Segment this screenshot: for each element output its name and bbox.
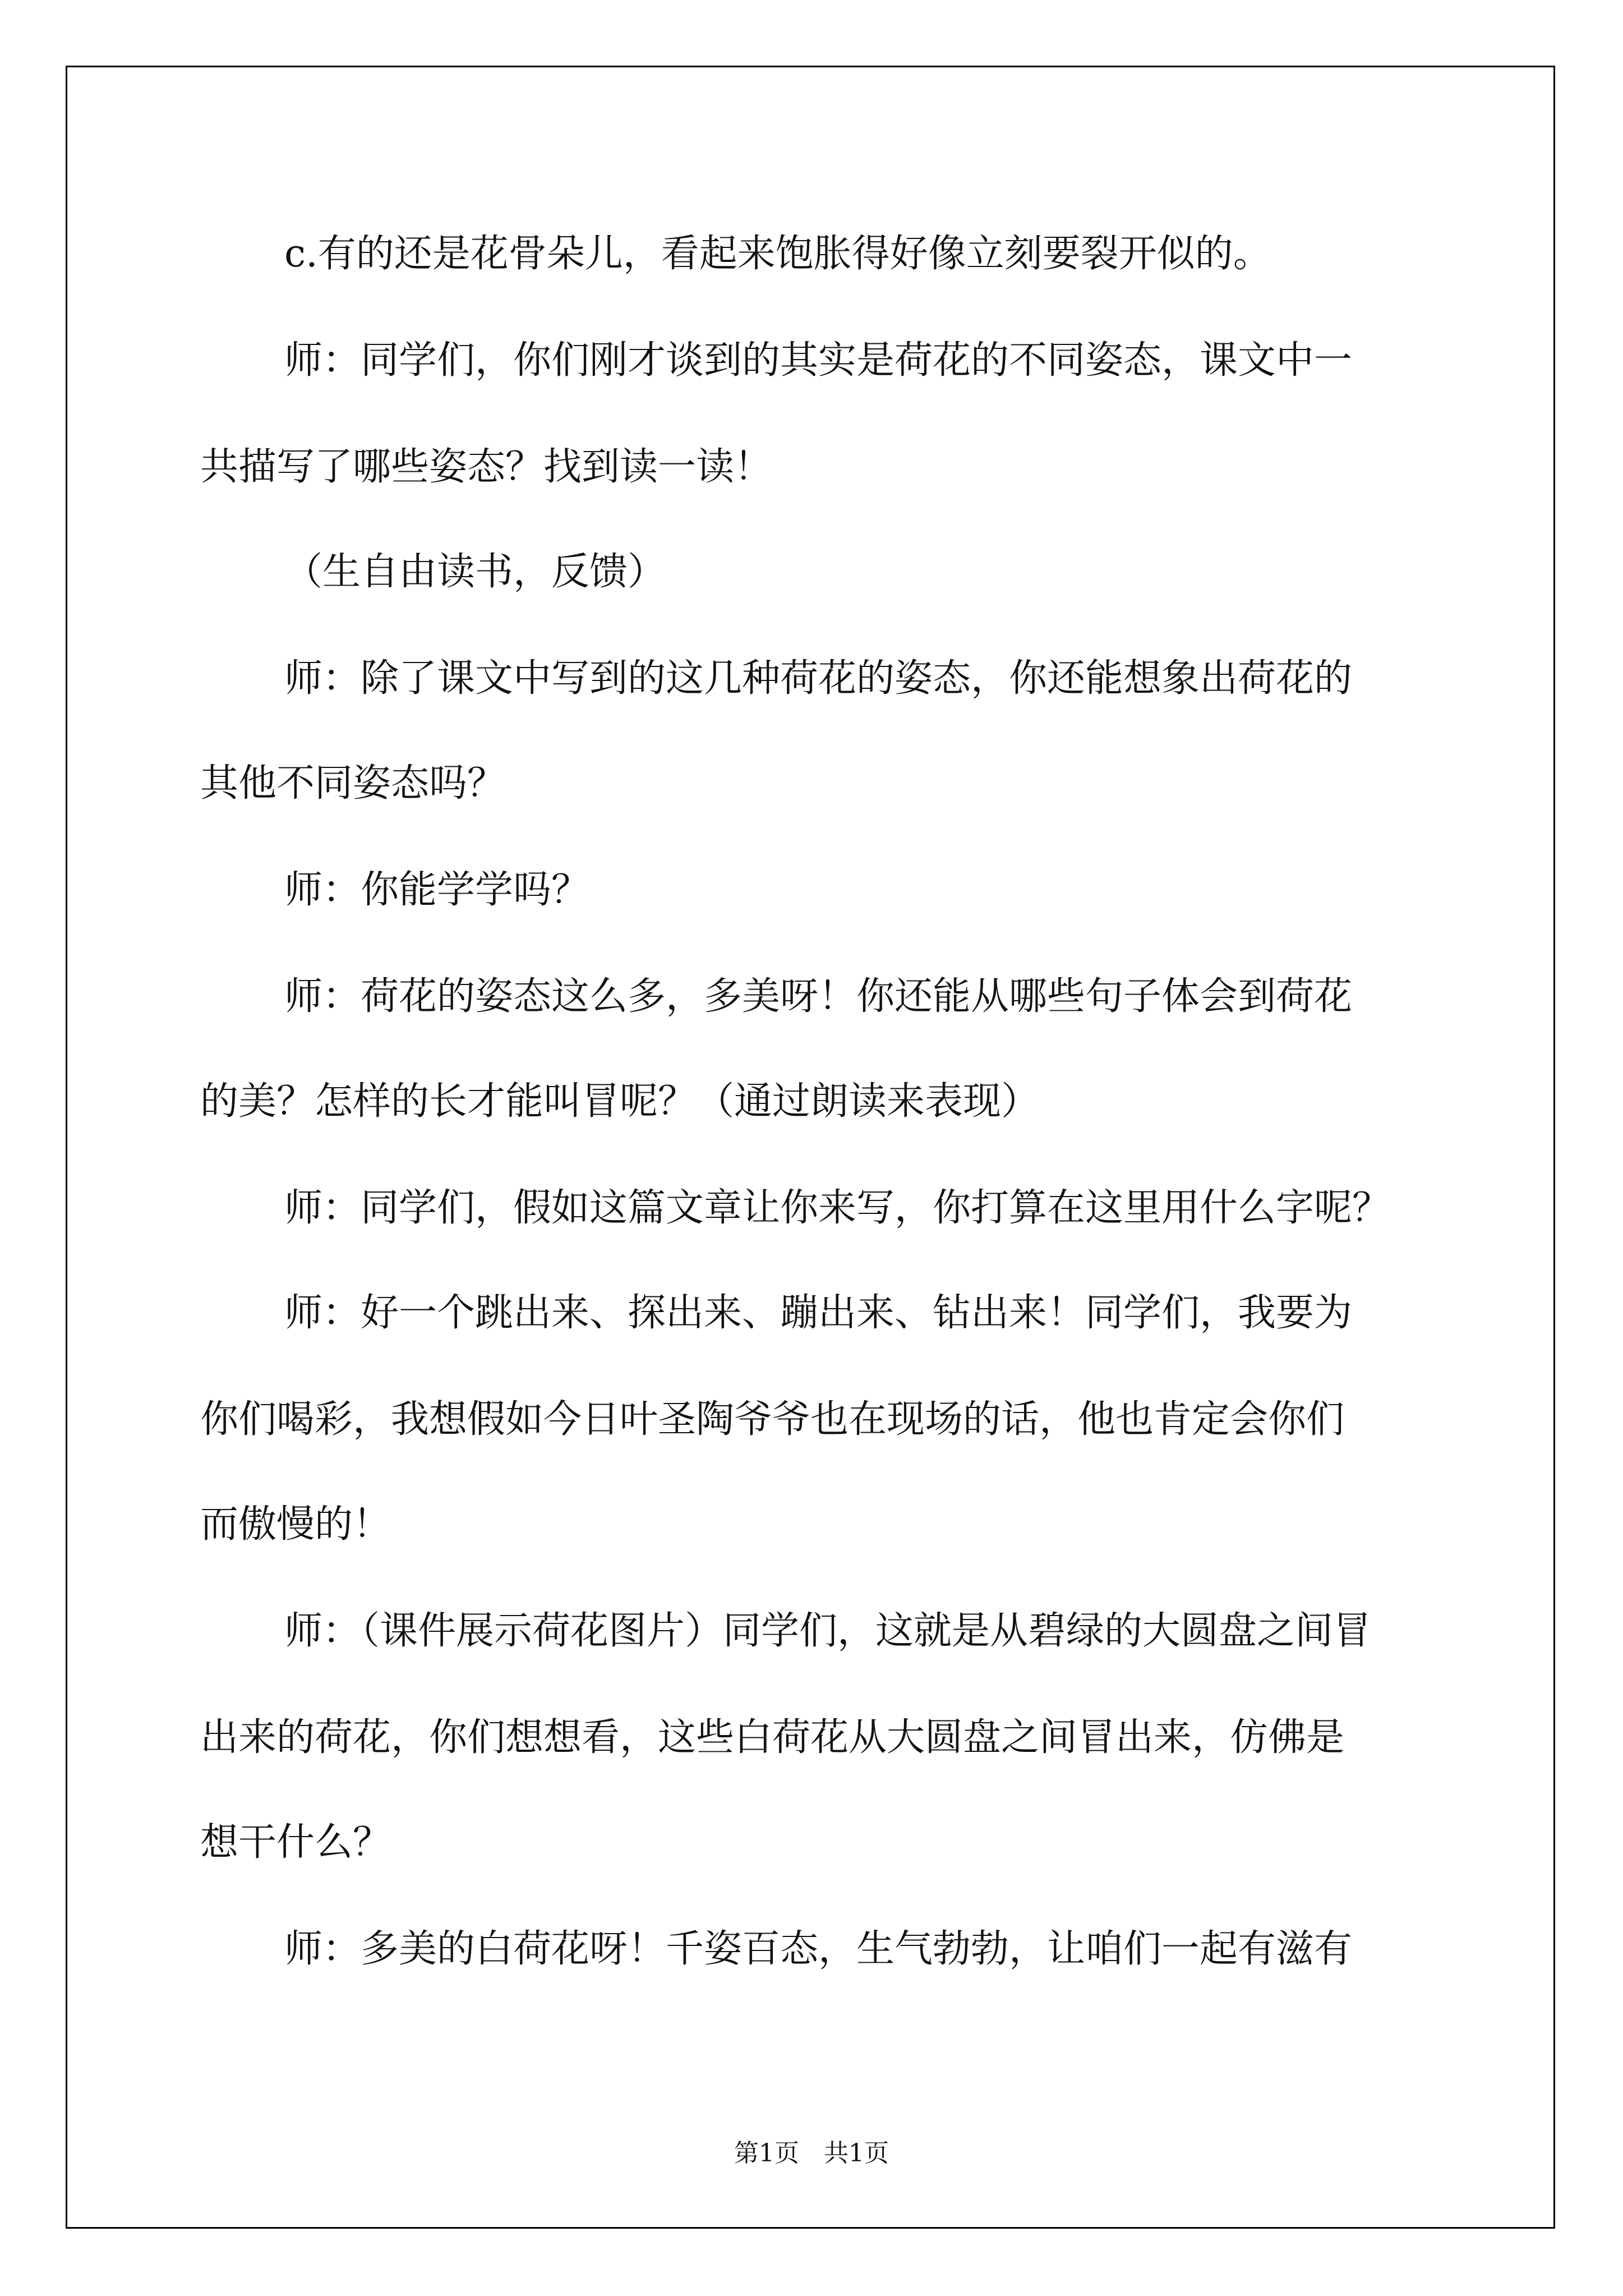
paragraph-line: 师：多美的白荷花呀！千姿百态，生气勃勃，让咱们一起有滋有 [284,1927,1353,1971]
page-border [66,66,1555,2229]
paragraph-line: 而傲慢的！ [200,1502,391,1547]
paragraph-line: 师：你能学学吗？ [284,868,590,912]
paragraph-line: 你们喝彩，我想假如今日叶圣陶爷爷也在现场的话，他也肯定会你们 [200,1397,1345,1442]
paragraph-line: 师：好一个跳出来、探出来、蹦出来、钻出来！同学们，我要为 [284,1291,1353,1335]
paragraph-line: 其他不同姿态吗？ [200,761,506,806]
paragraph-line: 师：同学们，假如这篇文章让你来写，你打算在这里用什么字呢？ [284,1186,1391,1230]
paragraph-line: c.有的还是花骨朵儿，看起来饱胀得好像立刻要裂开似的。 [284,232,1271,276]
paragraph-line: 师：（课件展示荷花图片）同学们，这就是从碧绿的大圆盘之间冒 [284,1609,1372,1653]
paragraph-line: 师：同学们，你们刚才谈到的其实是荷花的不同姿态，课文中一 [284,338,1353,383]
paragraph-line: 共描写了哪些姿态？找到读一读！ [200,445,773,489]
paragraph-line: 师：除了课文中写到的这几种荷花的姿态，你还能想象出荷花的 [284,656,1353,701]
paragraph-line: 师：荷花的姿态这么多，多美呀！你还能从哪些句子体会到荷花 [284,974,1353,1019]
page-footer: 第1页 共1页 [734,2139,889,2168]
paragraph-line: （生自由读书，反馈） [284,550,666,594]
paragraph-line: 出来的荷花，你们想想看，这些白荷花从大圆盘之间冒出来，仿佛是 [200,1715,1345,1760]
paragraph-line: 想干什么？ [200,1820,391,1865]
paragraph-line: 的美？怎样的长才能叫冒呢？（通过朗读来表现） [200,1079,1040,1124]
